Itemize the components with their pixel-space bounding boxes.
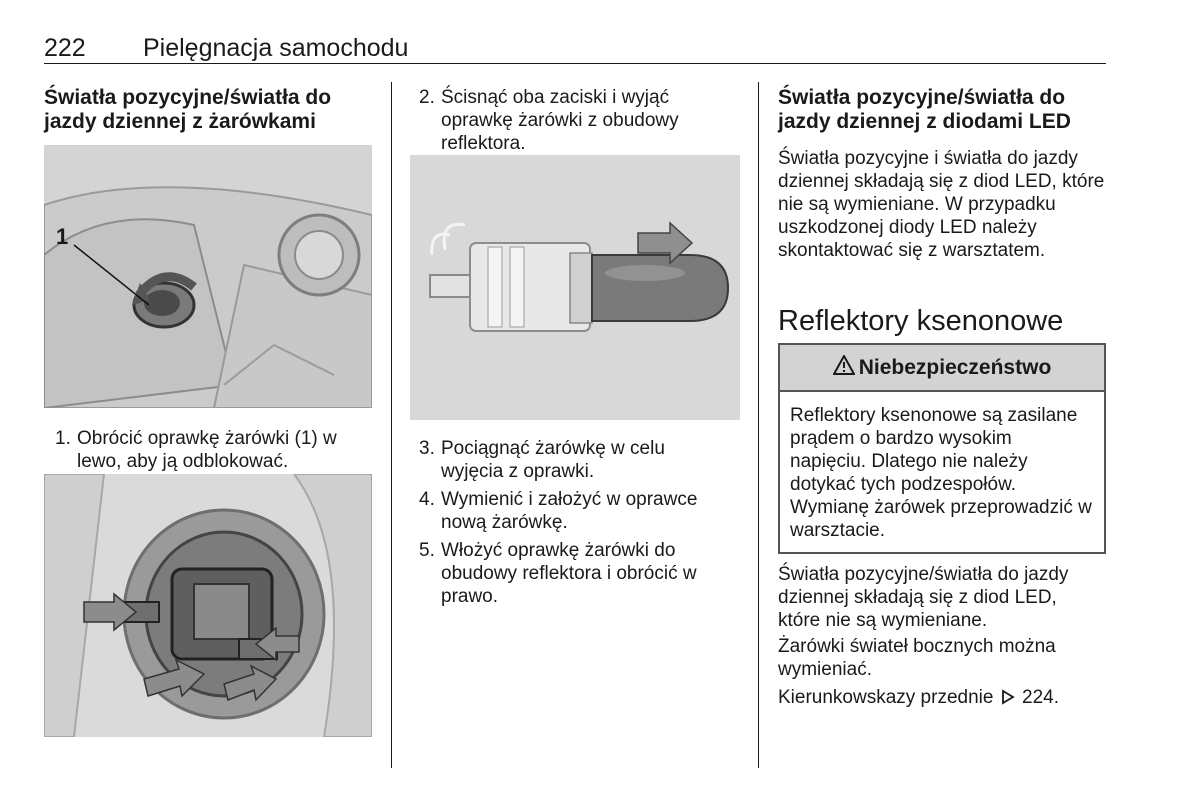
step-5-text: Włożyć oprawkę żarówki do obudowy reflektora i obrócić w prawo. [441,540,697,607]
header-rule [44,63,1106,64]
section-heading-led: Światła pozycyjne/światła do jazdy dziennej z diodami LED [778,86,1071,133]
cross-reference-label: Kierunkowskazy przednie [778,687,994,708]
figure-bulb-holder-clips [44,474,372,737]
paragraph-leds: Światła pozycyjne/światła do jazdy dziennej składają się z diod LED, które nie są wymieniane. [778,564,1069,631]
page-number: 222 [44,34,86,62]
step-3-text: Pociągnąć żarówkę w celu wyjęcia z oprawki. [441,438,665,482]
step-1-number: 1. [55,428,71,449]
paragraph-side-bulbs: Żarówki świateł bocznych można wymieniać. [778,636,1056,680]
step-2-text: Ścisnąć oba zaciski i wyjąć oprawkę żarówki z obudowy reflektora. [441,87,679,154]
step-5-number: 5. [419,540,435,561]
danger-box-text: Reflektory ksenonowe są zasilane prądem o bardzo wysokim napięciu. Dlatego nie należy dotykać tych podzespołów. Wymianę żarówek przeprowadzić w warsztacie. [790,405,1092,541]
page-header-title: Pielęgnacja samochodu [143,34,409,62]
danger-box [778,343,1106,554]
column-divider-1 [391,82,392,768]
cross-reference[interactable] [778,686,1059,711]
figure-bulb-removal [410,155,740,420]
danger-box-header [780,345,1104,392]
step-3-number: 3. [419,438,435,459]
step-1-text: Obrócić oprawkę żarówki (1) w lewo, aby ją odblokować. [77,428,337,472]
step-4-number: 4. [419,489,435,510]
figure-callout-1: 1 [56,224,69,249]
figure-bulb-holder-rotate [44,145,372,408]
cross-reference-arrow-icon [1001,688,1015,711]
step-4-text: Wymienić i założyć w oprawce nową żarówkę. [441,489,698,533]
warning-triangle-icon [833,355,855,381]
led-paragraph: Światła pozycyjne i światła do jazdy dziennej składają się z diod LED, które nie są wymieniane. W przypadku uszkodzonej diody LED należy skontaktować się z warsztatem. [778,148,1105,261]
cross-reference-page: 224. [1022,687,1059,708]
section-title-xenon: Reflektory ksenonowe [778,305,1064,337]
section-heading-bulbs: Światła pozycyjne/światła do jazdy dziennej z żarówkami [44,86,332,133]
danger-box-title: Niebezpieczeństwo [858,355,1052,379]
column-divider-2 [758,82,759,768]
step-2-number: 2. [419,87,435,108]
